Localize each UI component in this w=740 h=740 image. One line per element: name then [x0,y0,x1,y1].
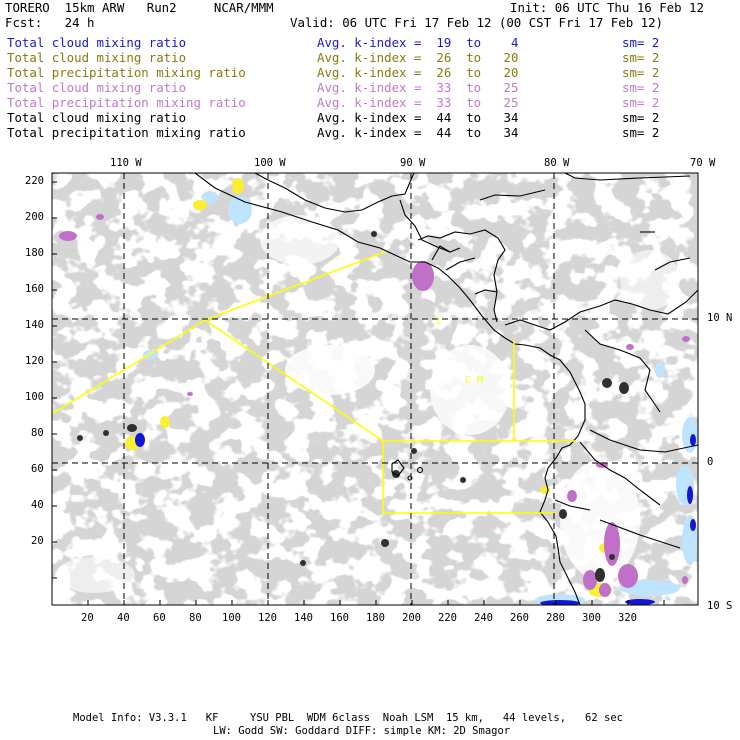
legend-field: Total cloud mixing ratio [7,50,187,65]
y-tick-label: 220 [25,175,44,187]
model-physics: LW: Godd SW: Goddard DIFF: simple KM: 2D Smagor [213,725,511,737]
legend-kindex: Avg. k-index = 26 to 20 [317,65,519,80]
legend-field: Total precipitation mixing ratio [7,125,246,140]
legend-kindex: Avg. k-index = 44 to 34 [317,110,519,125]
y-tick-label: 120 [25,355,44,367]
legend-sm: sm= 2 [622,125,660,140]
lon-label: 100 W [254,157,286,169]
valid-time: Valid: 06 UTC Fri 17 Feb 12 (00 CST Fri 17 Feb 12) [290,15,663,30]
legend-kindex: Avg. k-index = 19 to 4 [317,35,519,50]
x-tick-label: 40 [117,612,130,624]
map-label: 1 [435,316,442,327]
legend-kindex: Avg. k-index = 44 to 34 [317,125,519,140]
legend-sm: sm= 2 [622,110,660,125]
lat-label: 10 N [707,312,733,324]
legend-field: Total cloud mixing ratio [7,80,187,95]
legend-field: Total precipitation mixing ratio [7,95,246,110]
legend-sm: sm= 2 [622,35,660,50]
x-tick-label: 60 [153,612,166,624]
y-tick-label: 40 [31,499,44,511]
legend-kindex: Avg. k-index = 33 to 25 [317,95,519,110]
legend-field: Total precipitation mixing ratio [7,65,246,80]
x-tick-label: 300 [582,612,601,624]
x-tick-label: 260 [510,612,529,624]
x-tick-label: 200 [402,612,421,624]
y-tick-label: 180 [25,247,44,259]
lon-label: 80 W [544,157,570,169]
x-tick-label: 80 [189,612,202,624]
y-tick-label: 140 [25,319,44,331]
lat-label: 10 S [707,600,733,612]
legend-field: Total cloud mixing ratio [7,110,187,125]
init-time: Init: 06 UTC Thu 16 Feb 12 [510,0,704,15]
lon-label: 70 W [690,157,716,169]
y-tick-label: 160 [25,283,44,295]
legend-field: Total cloud mixing ratio [7,35,187,50]
x-tick-label: 280 [546,612,565,624]
legend-sm: sm= 2 [622,80,660,95]
cloud-field [52,173,698,608]
model-title: TORERO 15km ARW Run2 NCAR/MMM [5,0,274,15]
map-label: C M [465,375,484,386]
x-tick-label: 20 [81,612,94,624]
forecast-hour: Fcst: 24 h [5,15,95,30]
legend-kindex: Avg. k-index = 33 to 25 [317,80,519,95]
x-tick-label: 240 [474,612,493,624]
legend-sm: sm= 2 [622,95,660,110]
x-tick-label: 180 [366,612,385,624]
legend-kindex: Avg. k-index = 26 to 20 [317,50,519,65]
legend-sm: sm= 2 [622,65,660,80]
x-tick-label: 160 [330,612,349,624]
x-tick-label: 220 [438,612,457,624]
x-tick-label: 140 [294,612,313,624]
x-tick-label: 120 [258,612,277,624]
lon-label: 110 W [110,157,142,169]
model-info: Model Info: V3.3.1 KF YSU PBL WDM 6class Noah LSM 15 km, 44 levels, 62 sec [73,712,623,724]
y-tick-label: 100 [25,391,44,403]
lon-label: 90 W [400,157,426,169]
x-tick-label: 320 [618,612,637,624]
y-tick-label: 80 [31,427,44,439]
legend-sm: sm= 2 [622,50,660,65]
y-tick-label: 60 [31,463,44,475]
x-tick-label: 100 [222,612,241,624]
lat-label: 0 [707,456,714,468]
y-tick-label: 20 [31,535,44,547]
y-tick-label: 200 [25,211,44,223]
